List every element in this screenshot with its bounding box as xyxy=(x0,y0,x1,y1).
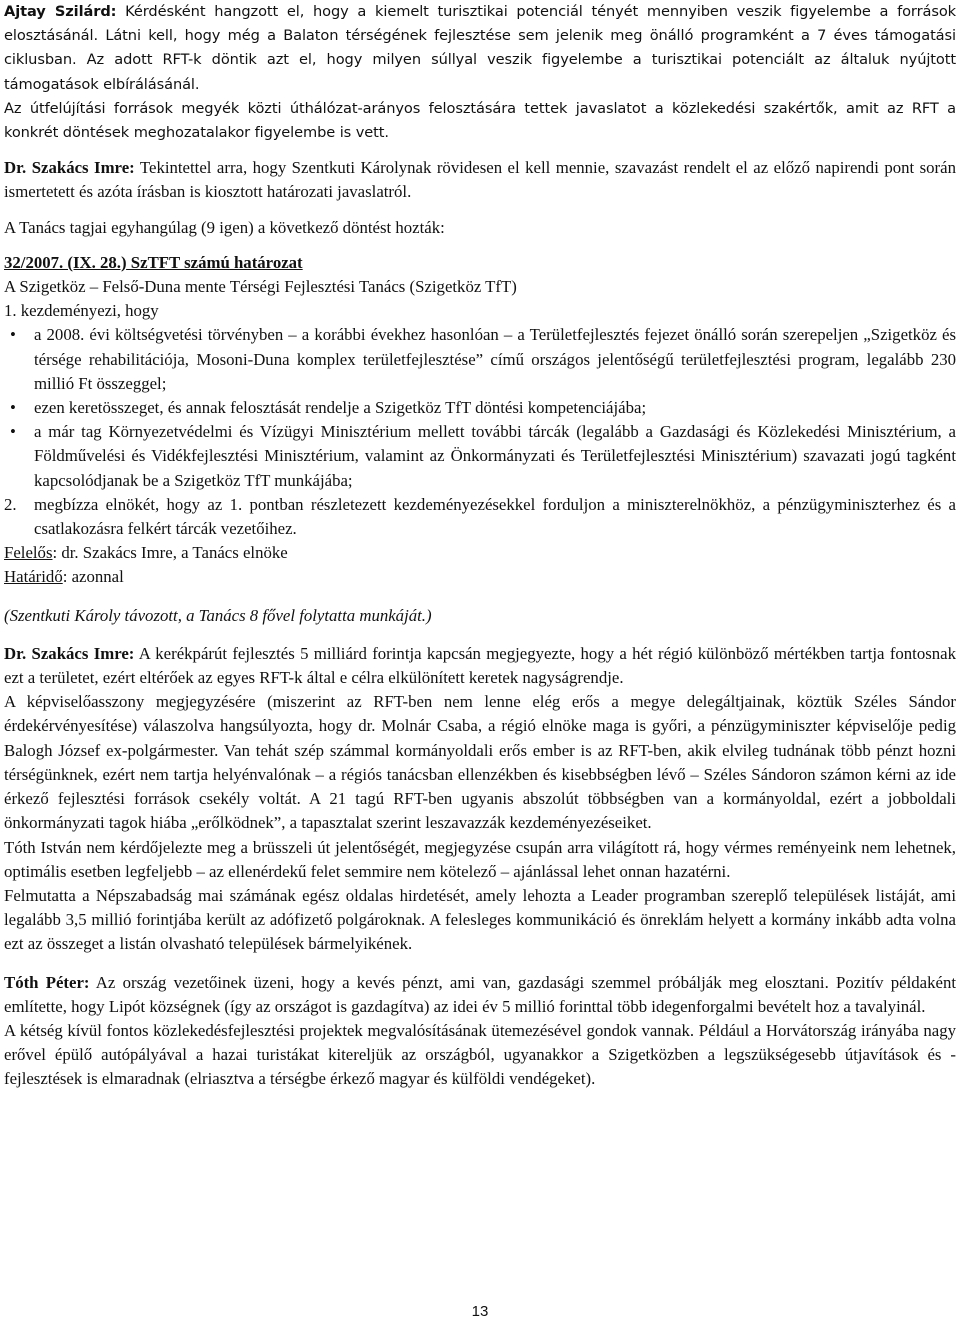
paragraph-rft-members: A képviselőasszony megjegyzésére (miszerint az RFT-ben nem lenne elég erős a megye delegáltjainak, köztük Széles Sándor érdekérvényesítése) válaszolva hangsúlyozta, hogy dr. Molnár Csaba, a régió elnöke maga is győri, a pénzügyminiszter képviselője pedig Balogh József ex-polgármester. Van tehát szép számmal kormányoldali erős ember is az RFT-ben, akik elvileg tudnának több pénzt hozni térségünknek, ezért nem tartja helyénvalónak – a régiós tanácsban ellenzékben és kisebbségben lévő – Széles Sándoron számon kérni az ide érkező fejlesztési források csekély voltát. A 21 tagú RFT-ben ugyanis abszolút többségben van a kormányoldal, ezért a jobboldali önkormányzati tagok hiába „erőlködnek”, a tapasztalat szerint leszavazzák kezdeményezéseiket. xyxy=(4,692,956,833)
paragraph-szakacs-vote xyxy=(4,156,956,204)
bullet-icon: • xyxy=(10,398,16,418)
list-item-text: ezen keretösszeget, és annak felosztását rendelje a Szigetköz TfT döntési kompetenciájába; xyxy=(34,398,647,418)
deadline-value: : azonnal xyxy=(62,567,124,587)
resolution-item-2 xyxy=(4,493,956,541)
resolution-title xyxy=(4,251,956,275)
resolution-name: SzTFT számú határozat xyxy=(126,252,303,272)
paragraph-text: Kérdésként hangzott el, hogy a kiemelt turisztikai potenciál tényét mennyiben veszik figyelembe a források elosztásánál. Látni kell, hogy még a Balaton térségének fejlesztése sem jelenik meg önálló programként a 7 éves támogatási ciklusban. Az adott RFT-k döntik azt el, hogy milyen súllyal veszik figyelembe a turisztikai potenciált az általuk nyújtott támogatások elbírálásánál. xyxy=(4,3,956,93)
paragraph-text: Tekintettel arra, hogy Szentkuti Károlynak rövidesen el kell mennie, szavazást rendelt el az előző napirendi pont során ismertetett és azóta írásban is kiosztott határozati javaslatról. xyxy=(4,158,956,202)
paragraph-toth-peter xyxy=(4,971,956,1019)
responsible-label: Felelős xyxy=(4,543,53,563)
deadline-label: Határidő xyxy=(4,567,63,587)
paragraph-text: Az ország vezetőinek üzeni, hogy a kevés pénzt, ami van, gazdasági szemmel próbálják meg elosztani. Pozitív példaként említette, hogy Lipót községnek (így az országot is gazdagítva) az idei év 5 millió forinttal több idegenforgalmi bevételt hoz a tavalyinál. xyxy=(4,972,956,1016)
speaker-name: Dr. Szakács Imre: xyxy=(4,643,135,663)
bullet-icon: • xyxy=(10,325,16,345)
item-text: megbízza elnökét, hogy az 1. pontban részletezett kezdeményezésekkel forduljon a miniszterelnökhöz, a pénzügyminiszterhez és a csatlakozásra felkért tárcák vezetőihez. xyxy=(34,494,956,539)
list-item xyxy=(4,323,956,396)
paragraph-toth-istvan: Tóth István nem kérdőjelezte meg a brüsszeli út jelentőségét, megjegyzése csupán arra világított rá, hogy vérmes reményeink nem lehetnek, optimális esetben legfeljebb – az ellenérdekű felet semmire nem kötelező – ajánlással lehet onnan hazatérni. xyxy=(4,837,956,881)
speaker-name: Ajtay Szilárd: xyxy=(4,3,117,20)
paragraph-transport-projects: A kétség kívül fontos közlekedésfejlesztési projektek megvalósításának ütemezésével gondok vannak. Például a Horvátország irányába nagy erővel épülő autópályával a hazai turistákat kitereljük az országból, ugyanakkor a Szigetközben a legszükségesebb útjavítások és -fejlesztések is elmaradnak (elriasztva a térségbe érkező magyar és külföldi vendégeket). xyxy=(4,1020,956,1089)
paragraph-szakacs-bikepath xyxy=(4,642,956,690)
list-item xyxy=(4,396,956,420)
session-note: (Szentkuti Károly távozott, a Tanács 8 fővel folytatta munkáját.) xyxy=(4,605,432,625)
bullet-icon: • xyxy=(10,422,16,442)
responsible-line xyxy=(4,541,956,565)
speaker-title: Dr. xyxy=(4,158,27,178)
list-item-text: a 2008. évi költségvetési törvényben – a korábbi évekhez hasonlóan – a Területfejlesztés fejezet önálló során szerepeljen „Szigetköz és térsége rehabilitációja, Mosoni-Duna komplex területfejlesztése” című országos jelentőségű területfejlesztési program, legalább 230 millió Ft összeggel; xyxy=(34,325,956,393)
paragraph-ajtay xyxy=(4,0,956,97)
responsible-value: : dr. Szakács Imre, a Tanács elnöke xyxy=(52,543,288,563)
paragraph-vote-result: A Tanács tagjai egyhangúlag (9 igen) a következő döntést hozták: xyxy=(4,217,445,237)
paragraph-road-funds: Az útfelújítási források megyék közti úthálózat-arányos felosztására tettek javaslatot a közlekedési szakértők, amit az RFT a konkrét döntések meghozatalakor figyelembe is vett. xyxy=(4,99,956,142)
speaker-name: Szakács Imre: xyxy=(26,158,135,178)
document-page xyxy=(4,0,956,1092)
resolution-block xyxy=(4,251,956,590)
list-item xyxy=(4,420,956,493)
paragraph-nepszabadsag: Felmutatta a Népszabadság mai számának egész oldalas hirdetését, amely lehozta a Leader programban szereplő települések listáját, ami legalább 3,5 millió forintjába került az adófizető polgároknak. A felesleges kommunikáció és önreklám helyett a kormány inkább adta volna ezt az összeget a listán olvasható települések bármelyikének. xyxy=(4,885,956,954)
speaker-name: Tóth Péter: xyxy=(4,972,90,992)
paragraph-text: A kerékpárút fejlesztés 5 milliárd forintja kapcsán megjegyezte, hogy a hét régió különböző mértékben tartja fontosnak ezt a területet, ezért eltérőek az egyes RFT-k által e célra elkülönített keretek nagyságrendje. xyxy=(4,643,956,688)
resolution-body: A Szigetköz – Felső-Duna mente Térségi Fejlesztési Tanács (Szigetköz TfT) xyxy=(4,277,517,297)
deadline-line xyxy=(4,565,956,589)
page-number: 13 xyxy=(471,1303,489,1320)
resolution-number: 32/2007. (IX. 28.) xyxy=(4,252,127,272)
item-number: 2. xyxy=(4,494,17,514)
resolution-item-1: 1. kezdeményezi, hogy xyxy=(4,301,159,321)
list-item-text: a már tag Környezetvédelmi és Vízügyi Minisztérium mellett további tárcák (legalább a Gazdasági és Közlekedési Minisztérium, a Földművelési és Vidékfejlesztési Minisztérium, valamint az Önkormányzati és Területfejlesztési Minisztérium) szavazati jogú tagként kapcsolódjanak be a Szigetköz TfT munkájába; xyxy=(34,422,956,490)
